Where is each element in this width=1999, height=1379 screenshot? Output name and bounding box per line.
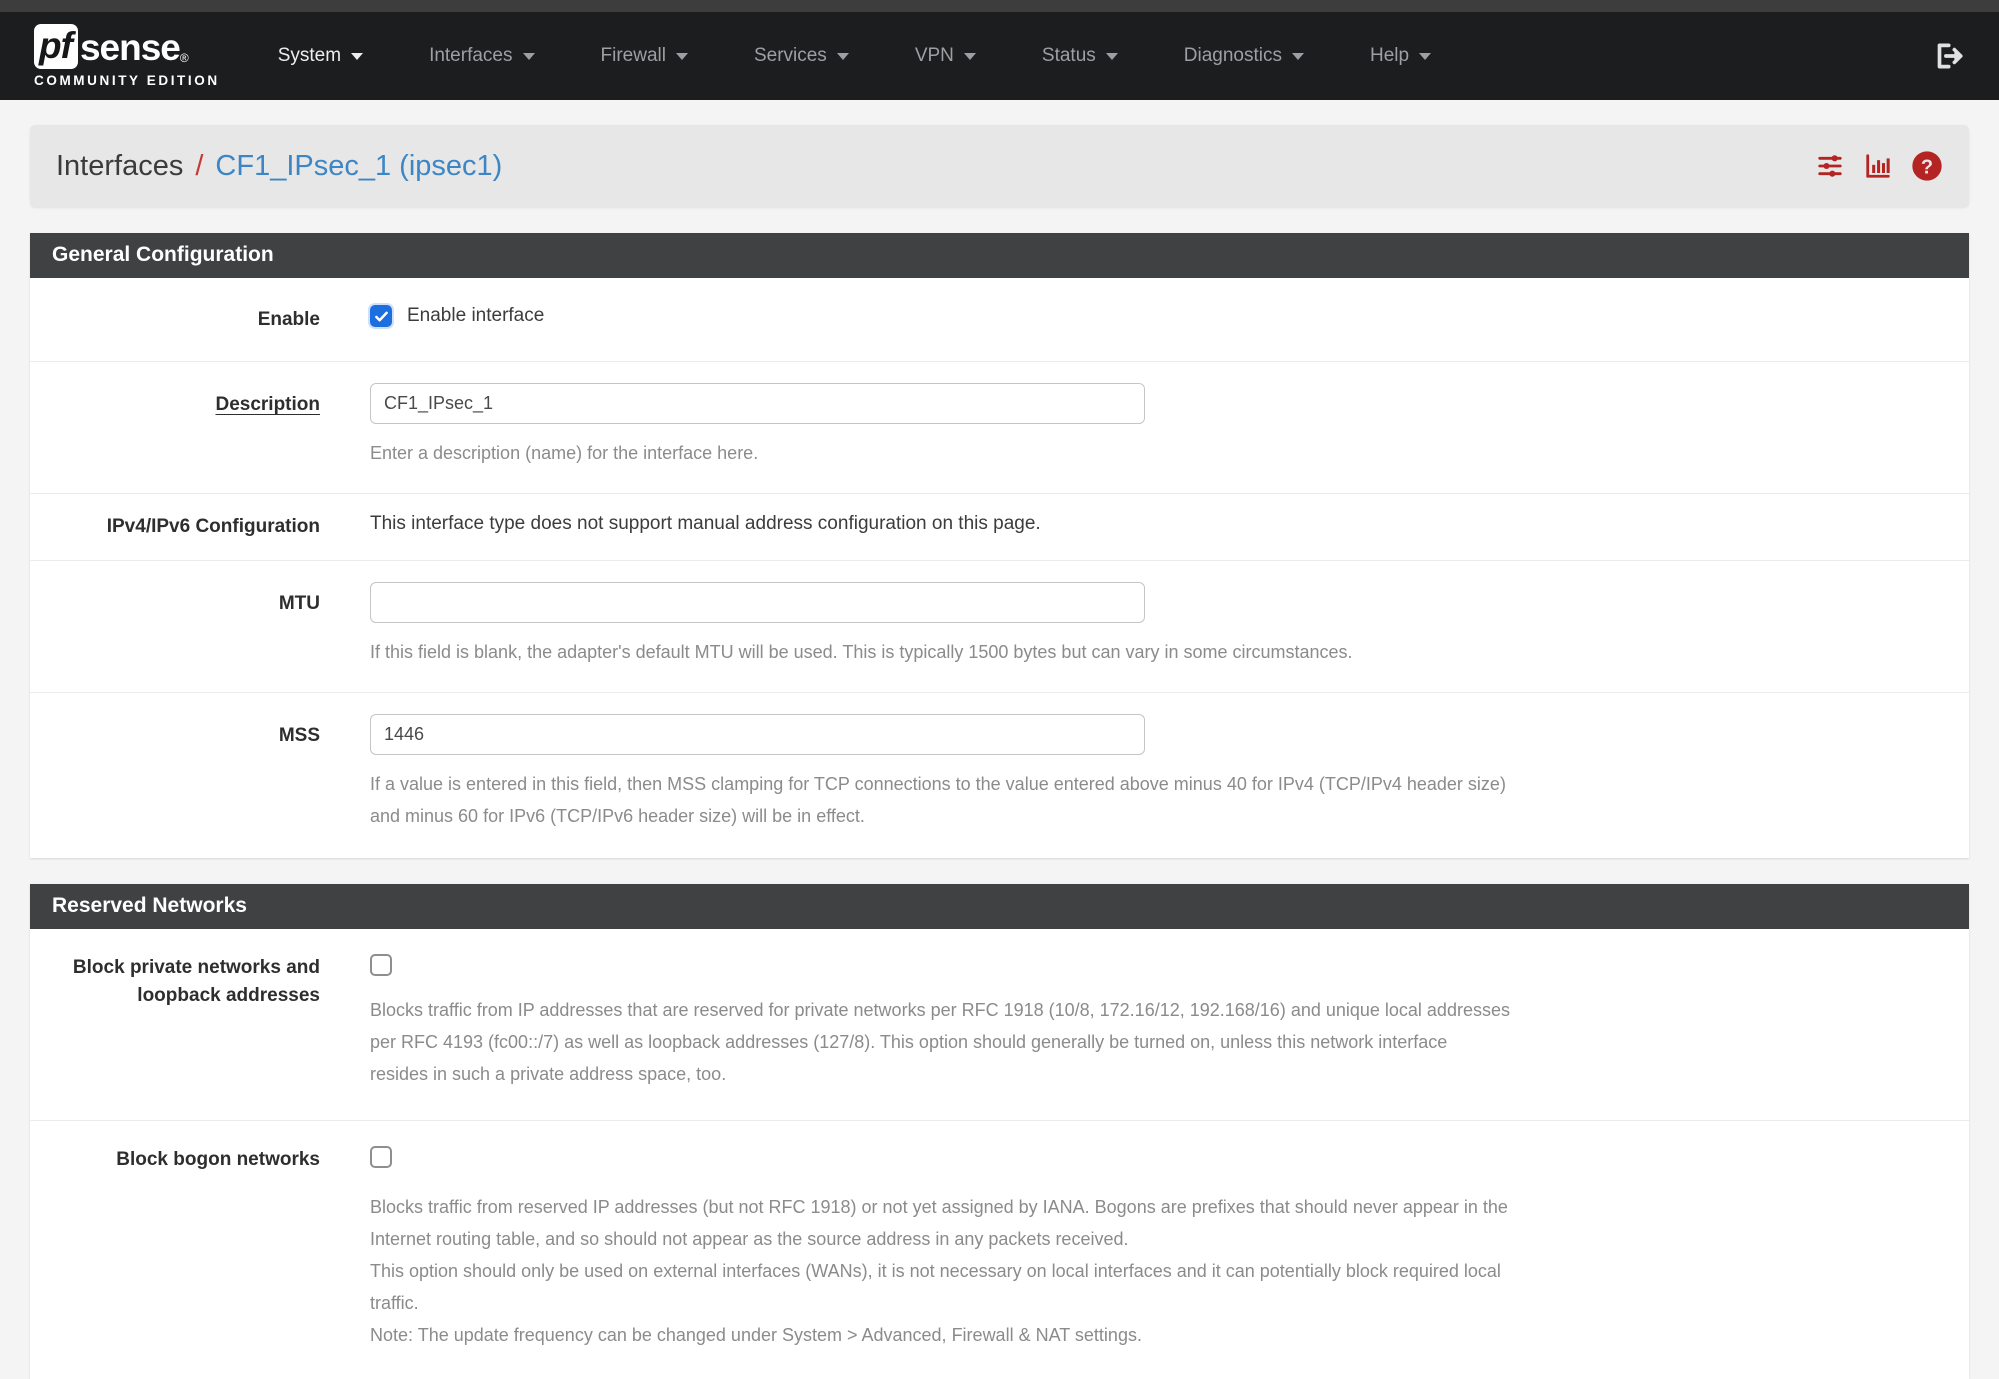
general-configuration-panel xyxy=(30,233,1969,858)
pfsense-logo[interactable] xyxy=(34,24,220,88)
block-bogon-networks-help xyxy=(370,1191,1510,1351)
breadcrumb xyxy=(56,150,502,183)
enable-interface-checkbox[interactable] xyxy=(370,305,392,327)
nav-item-status[interactable]: Status xyxy=(1042,45,1118,67)
nav-item-interfaces[interactable]: Interfaces xyxy=(429,45,534,67)
chevron-down-icon xyxy=(1292,53,1304,60)
registered-mark: ® xyxy=(179,51,189,65)
block-bogon-networks-checkbox[interactable] xyxy=(370,1146,392,1168)
description-row xyxy=(30,362,1969,494)
help-icon[interactable] xyxy=(1911,150,1943,182)
block-private-networks-label: Block private networks and loopback addresses xyxy=(72,957,320,1006)
mss-help-text: If a value is entered in this field, then MSS clamping for TCP connections to the value entered above minus 40 for IPv4 (TCP/IPv4 header size) and minus 60 for IPv6 (TCP/IPv6 header size) will be in effect. xyxy=(370,774,1506,827)
nav-item-help[interactable]: Help xyxy=(1370,45,1431,67)
main-navbar xyxy=(0,12,1999,100)
breadcrumb-section[interactable]: Interfaces xyxy=(56,149,184,182)
sign-out-icon[interactable] xyxy=(1931,39,1965,73)
chevron-down-icon xyxy=(523,53,535,60)
chevron-down-icon xyxy=(1419,53,1431,60)
chevron-down-icon xyxy=(964,53,976,60)
mtu-label: MTU xyxy=(278,593,320,615)
chevron-down-icon xyxy=(351,53,363,60)
mtu-input[interactable] xyxy=(370,582,1145,623)
bogon-help-line: Blocks traffic from reserved IP addresses (but not RFC 1918) or not yet assigned by IANA. Bogons are prefixes that should never appear in the Internet routing table, and so should not appear as the source address in any packets received. xyxy=(370,1197,1508,1250)
header-action-icons xyxy=(1815,150,1943,182)
sliders-icon[interactable] xyxy=(1815,152,1845,180)
block-private-networks-checkbox[interactable] xyxy=(370,954,392,976)
ip-configuration-row xyxy=(30,494,1969,562)
block-private-networks-help: Blocks traffic from IP addresses that are reserved for private networks per RFC 1918 (10/8, 172.16/12, 192.168/16) and unique local addresses per RFC 4193 (fc00::/7) as well as loopback addresses (127/8). This option should generally be turned on, unless this network interface resides in such a private address space, too. xyxy=(370,1000,1510,1085)
breadcrumb-page-link[interactable]: CF1_IPsec_1 (ipsec1) xyxy=(215,149,503,182)
mtu-help-text: If this field is blank, the adapter's default MTU will be used. This is typically 1500 bytes but can vary in some circumstances. xyxy=(370,642,1353,663)
chevron-down-icon xyxy=(676,53,688,60)
nav-menu xyxy=(278,45,1431,67)
sense-logo-text: sense xyxy=(79,27,180,68)
nav-item-diagnostics[interactable]: Diagnostics xyxy=(1184,45,1304,67)
nav-item-vpn[interactable]: VPN xyxy=(915,45,976,67)
breadcrumb-separator: / xyxy=(195,149,204,182)
bogon-help-line: This option should only be used on external interfaces (WANs), it is not necessary on local interfaces and it can potentially block required local traffic. xyxy=(370,1261,1501,1314)
enable-label: Enable xyxy=(257,309,320,330)
nav-item-services[interactable]: Services xyxy=(754,45,849,67)
nav-item-firewall[interactable]: Firewall xyxy=(601,45,688,67)
ip-configuration-label: IPv4/IPv6 Configuration xyxy=(106,515,320,537)
pf-logo-box xyxy=(34,24,78,69)
pf-logo-text: pf xyxy=(39,25,72,66)
chevron-down-icon xyxy=(837,53,849,60)
enable-interface-label: Enable interface xyxy=(407,305,545,326)
bar-chart-icon[interactable] xyxy=(1863,152,1893,180)
mss-input[interactable] xyxy=(370,714,1145,755)
mtu-row xyxy=(30,561,1969,693)
ip-configuration-text: This interface type does not support manual address configuration on this page. xyxy=(370,512,1041,534)
mss-label: MSS xyxy=(278,725,320,747)
block-bogon-networks-row xyxy=(30,1121,1969,1379)
page-header-panel xyxy=(30,125,1969,207)
community-edition-tagline: COMMUNITY EDITION xyxy=(34,73,220,88)
description-label: Description xyxy=(215,393,320,415)
chevron-down-icon xyxy=(1106,53,1118,60)
window-top-strip xyxy=(0,0,1999,12)
description-help-text: Enter a description (name) for the interface here. xyxy=(370,442,759,463)
block-private-networks-row xyxy=(30,929,1969,1121)
bogon-help-line: Note: The update frequency can be changed under System > Advanced, Firewall & NAT settings. xyxy=(370,1325,1142,1346)
nav-item-system[interactable]: System xyxy=(278,45,363,67)
svg-text:?: ? xyxy=(1920,156,1934,179)
enable-row xyxy=(30,278,1969,362)
reserved-networks-panel xyxy=(30,884,1969,1379)
section-title-general: General Configuration xyxy=(30,233,1969,278)
section-title-reserved: Reserved Networks xyxy=(30,884,1969,929)
mss-row xyxy=(30,693,1969,858)
block-bogon-networks-label: Block bogon networks xyxy=(116,1149,320,1171)
description-input[interactable] xyxy=(370,383,1145,424)
